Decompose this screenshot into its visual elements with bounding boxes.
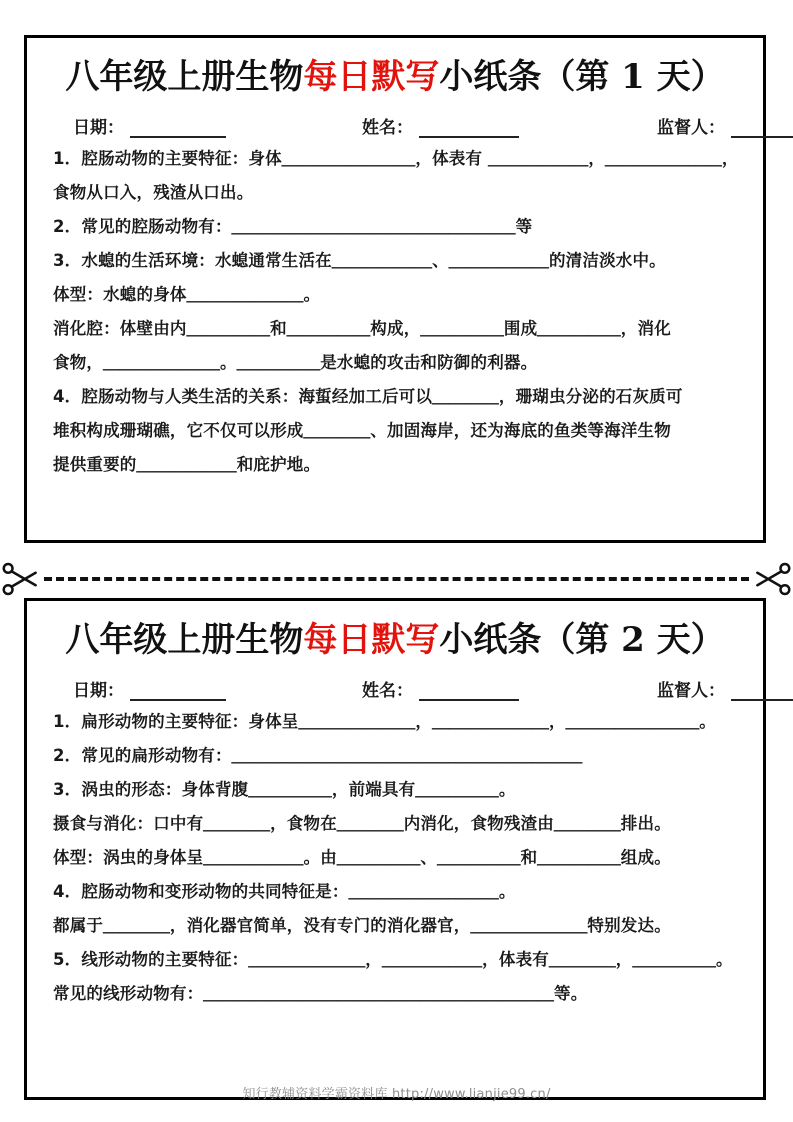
date-input[interactable] bbox=[130, 121, 226, 138]
question-line: 2．常见的扁形动物有：＿＿＿＿＿＿＿＿＿＿＿＿＿＿＿＿＿＿＿＿＿ bbox=[53, 746, 583, 765]
page-title-day1 bbox=[27, 57, 763, 97]
watermark-text: 知行教辅资料学霸资料库 http://www.lianjie99.cn/ bbox=[242, 1087, 551, 1102]
title-highlight: 每日默写 bbox=[303, 57, 440, 97]
worksheet-card-day1 bbox=[24, 35, 766, 543]
name-label: 姓名： bbox=[362, 681, 413, 701]
question-line: 堆积构成珊瑚礁，它不仅可以形成＿＿＿＿、加固海岸，还为海底的鱼类等海洋生物 bbox=[53, 421, 671, 440]
question-line: 体型：涡虫的身体呈＿＿＿＿＿＿。由＿＿＿＿＿、＿＿＿＿＿和＿＿＿＿＿组成。 bbox=[53, 848, 671, 867]
question-body-day1 bbox=[27, 138, 763, 482]
question-line: 2．常见的腔肠动物有：＿＿＿＿＿＿＿＿＿＿＿＿＿＿＿＿＿等 bbox=[53, 217, 533, 236]
date-label: 日期： bbox=[73, 118, 124, 138]
title-prefix: 八年级上册生物 bbox=[65, 620, 304, 660]
title-suffix: 小纸条（第 2 天） bbox=[439, 620, 725, 660]
worksheet-card-day2 bbox=[24, 598, 766, 1100]
question-line: 提供重要的＿＿＿＿＿＿和庇护地。 bbox=[53, 455, 321, 474]
name-field-day1[interactable] bbox=[362, 113, 519, 138]
question-line: 消化腔：体壁由内＿＿＿＿＿和＿＿＿＿＿构成，＿＿＿＿＿围成＿＿＿＿＿，消化 bbox=[53, 319, 671, 338]
question-line: 1．扁形动物的主要特征：身体呈＿＿＿＿＿＿＿，＿＿＿＿＿＿＿，＿＿＿＿＿＿＿＿。 bbox=[53, 712, 716, 731]
question-line: 1．腔肠动物的主要特征：身体＿＿＿＿＿＿＿＿，体表有 ＿＿＿＿＿＿，＿＿＿＿＿＿＿， bbox=[53, 149, 739, 168]
question-line: 4．腔肠动物和变形动物的共同特征是：＿＿＿＿＿＿＿＿＿。 bbox=[53, 882, 516, 901]
question-line: 4．腔肠动物与人类生活的关系：海蜇经加工后可以＿＿＿＿，珊瑚虫分泌的石灰质可 bbox=[53, 387, 683, 406]
question-line: 3．水螅的生活环境：水螅通常生活在＿＿＿＿＿＿、＿＿＿＿＿＿的清洁淡水中。 bbox=[53, 251, 666, 270]
question-line: 摄食与消化：口中有＿＿＿＿，食物在＿＿＿＿内消化，食物残渣由＿＿＿＿排出。 bbox=[53, 814, 671, 833]
question-line: 5．线形动物的主要特征：＿＿＿＿＿＿＿，＿＿＿＿＿＿，体表有＿＿＿＿，＿＿＿＿＿。 bbox=[53, 950, 733, 969]
name-field-day2[interactable] bbox=[362, 676, 519, 701]
question-line: 食物从口入，残渣从口出。 bbox=[53, 183, 254, 202]
scissors-icon bbox=[0, 559, 40, 599]
question-line: 常见的线形动物有：＿＿＿＿＿＿＿＿＿＿＿＿＿＿＿＿＿＿＿＿＿等。 bbox=[53, 984, 588, 1003]
header-fields-day2 bbox=[27, 676, 763, 701]
question-line: 都属于＿＿＿＿，消化器官简单，没有专门的消化器官，＿＿＿＿＿＿＿特别发达。 bbox=[53, 916, 671, 935]
supervisor-input[interactable] bbox=[731, 684, 793, 701]
dashed-cut-line bbox=[44, 577, 749, 581]
question-line: 3．涡虫的形态：身体背腹＿＿＿＿＿，前端具有＿＿＿＿＿。 bbox=[53, 780, 516, 799]
name-input[interactable] bbox=[419, 684, 519, 701]
page-title-day2 bbox=[27, 620, 763, 660]
name-input[interactable] bbox=[419, 121, 519, 138]
question-line: 食物，＿＿＿＿＿＿＿。＿＿＿＿＿是水螅的攻击和防御的利器。 bbox=[53, 353, 538, 372]
date-label: 日期： bbox=[73, 681, 124, 701]
title-suffix: 小纸条（第 1 天） bbox=[439, 57, 725, 97]
date-field-day2[interactable] bbox=[73, 676, 226, 701]
date-field-day1[interactable] bbox=[73, 113, 226, 138]
supervisor-input[interactable] bbox=[731, 121, 793, 138]
supervisor-field-day1[interactable] bbox=[657, 113, 793, 138]
title-highlight: 每日默写 bbox=[303, 620, 440, 660]
cut-line-divider bbox=[0, 556, 793, 602]
title-prefix: 八年级上册生物 bbox=[65, 57, 304, 97]
question-body-day2 bbox=[27, 701, 763, 1011]
question-line: 体型：水螅的身体＿＿＿＿＿＿＿。 bbox=[53, 285, 321, 304]
supervisor-label: 监督人： bbox=[657, 118, 725, 138]
date-input[interactable] bbox=[130, 684, 226, 701]
supervisor-label: 监督人： bbox=[657, 681, 725, 701]
supervisor-field-day2[interactable] bbox=[657, 676, 793, 701]
header-fields-day1 bbox=[27, 113, 763, 138]
scissors-icon bbox=[753, 559, 793, 599]
name-label: 姓名： bbox=[362, 118, 413, 138]
